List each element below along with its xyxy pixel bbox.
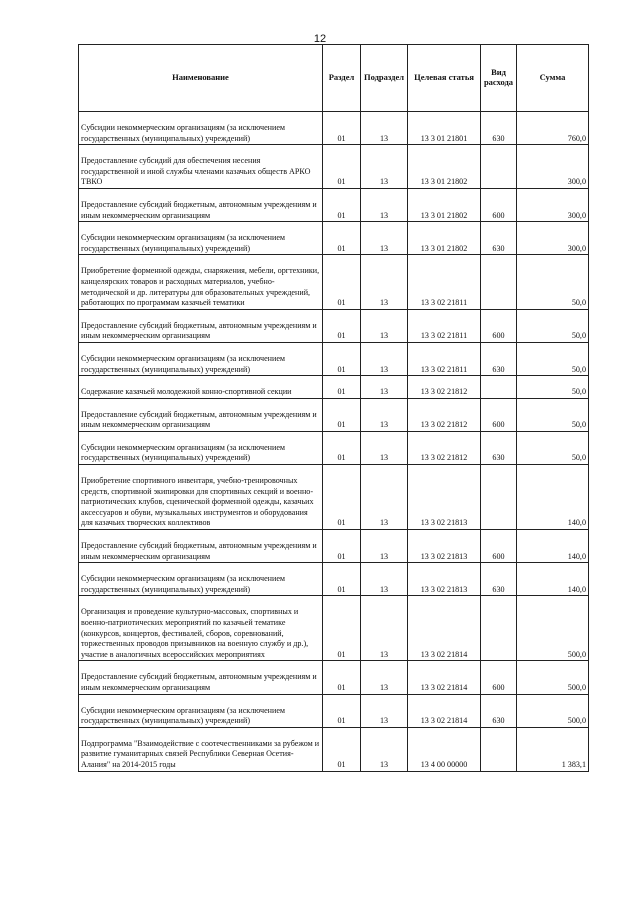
table-row [79,112,589,145]
row-expense-type-cell: 630 [481,694,517,727]
row-article-cell: 13 3 02 21812 [408,398,481,431]
row-article-cell: 13 3 02 21814 [408,661,481,694]
table-row [79,222,589,255]
table-row [79,727,589,771]
page-number: 12 [313,33,327,45]
row-name-cell: Предоставление субсидий бюджетным, автономным учреждениям и иным некоммерческим организациям [79,661,323,694]
row-subsection-cell: 13 [361,431,408,464]
table-row [79,255,589,309]
row-name-cell: Субсидии некоммерческим организациям (за исключением государственных (муниципальных) учреждений) [79,222,323,255]
header-amount: Сумма [517,45,589,112]
row-subsection-cell: 13 [361,465,408,530]
row-amount-cell: 50,0 [517,398,589,431]
row-section-cell: 01 [323,727,361,771]
row-expense-type-cell [481,145,517,189]
row-amount-cell: 50,0 [517,431,589,464]
table-row [79,431,589,464]
row-amount-cell: 1 383,1 [517,727,589,771]
row-name-cell: Субсидии некоммерческим организациям (за исключением государственных (муниципальных) учреждений) [79,563,323,596]
row-section-cell: 01 [323,222,361,255]
row-amount-cell: 50,0 [517,376,589,399]
row-subsection-cell: 13 [361,145,408,189]
row-expense-type-cell: 630 [481,112,517,145]
table-row [79,563,589,596]
row-expense-type-cell [481,255,517,309]
table-body [79,112,589,772]
header-subsection: Подраздел [361,45,408,112]
row-amount-cell: 140,0 [517,563,589,596]
row-section-cell: 01 [323,431,361,464]
row-name-cell: Предоставление субсидий бюджетным, автономным учреждениям и иным некоммерческим организациям [79,398,323,431]
row-subsection-cell: 13 [361,342,408,375]
row-expense-type-cell: 630 [481,431,517,464]
table-row [79,309,589,342]
row-article-cell: 13 3 02 21812 [408,376,481,399]
row-amount-cell: 300,0 [517,188,589,221]
row-section-cell: 01 [323,255,361,309]
table-header-row [79,45,589,112]
row-expense-type-cell: 600 [481,398,517,431]
row-subsection-cell: 13 [361,188,408,221]
header-target-article: Целевая статья [408,45,481,112]
row-subsection-cell: 13 [361,222,408,255]
row-name-cell: Подпрограмма "Взаимодействие с соотечественниками за рубежом и развитие гуманитарных связей Республики Северная Осетия-Алания" на 2014-2015 годы [79,727,323,771]
row-amount-cell: 50,0 [517,255,589,309]
row-article-cell: 13 3 02 21811 [408,255,481,309]
row-article-cell: 13 4 00 00000 [408,727,481,771]
row-expense-type-cell [481,376,517,399]
row-name-cell: Предоставление субсидий бюджетным, автономным учреждениям и иным некоммерческим организациям [79,188,323,221]
row-article-cell: 13 3 02 21812 [408,431,481,464]
table-row [79,661,589,694]
row-section-cell: 01 [323,376,361,399]
row-amount-cell: 500,0 [517,694,589,727]
row-name-cell: Субсидии некоммерческим организациям (за исключением государственных (муниципальных) учреждений) [79,431,323,464]
row-name-cell: Предоставление субсидий бюджетным, автономным учреждениям и иным некоммерческим организациям [79,530,323,563]
row-article-cell: 13 3 02 21814 [408,694,481,727]
row-amount-cell: 300,0 [517,222,589,255]
row-amount-cell: 140,0 [517,465,589,530]
row-subsection-cell: 13 [361,255,408,309]
row-expense-type-cell: 600 [481,661,517,694]
row-section-cell: 01 [323,398,361,431]
table-row [79,188,589,221]
table-row [79,376,589,399]
row-subsection-cell: 13 [361,563,408,596]
table-row [79,465,589,530]
table-row [79,342,589,375]
row-expense-type-cell: 630 [481,342,517,375]
row-amount-cell: 50,0 [517,342,589,375]
table-row [79,530,589,563]
row-subsection-cell: 13 [361,376,408,399]
row-expense-type-cell: 600 [481,530,517,563]
row-section-cell: 01 [323,694,361,727]
row-article-cell: 13 3 02 21813 [408,563,481,596]
row-expense-type-cell [481,465,517,530]
table-row [79,694,589,727]
row-amount-cell: 140,0 [517,530,589,563]
row-section-cell: 01 [323,342,361,375]
row-section-cell: 01 [323,465,361,530]
row-article-cell: 13 3 01 21802 [408,222,481,255]
row-section-cell: 01 [323,661,361,694]
row-expense-type-cell [481,596,517,661]
row-name-cell: Предоставление субсидий для обеспечения несения государственной и иной службы членами казачьих обществ АРКО ТВКО [79,145,323,189]
row-name-cell: Субсидии некоммерческим организациям (за исключением государственных (муниципальных) учреждений) [79,112,323,145]
row-subsection-cell: 13 [361,398,408,431]
row-article-cell: 13 3 02 21811 [408,309,481,342]
row-article-cell: 13 3 02 21811 [408,342,481,375]
row-amount-cell: 500,0 [517,596,589,661]
row-amount-cell: 50,0 [517,309,589,342]
row-subsection-cell: 13 [361,661,408,694]
row-name-cell: Содержание казачьей молодежной конно-спортивной секции [79,376,323,399]
row-expense-type-cell: 600 [481,188,517,221]
row-subsection-cell: 13 [361,112,408,145]
row-name-cell: Субсидии некоммерческим организациям (за исключением государственных (муниципальных) учреждений) [79,694,323,727]
row-expense-type-cell: 600 [481,309,517,342]
row-subsection-cell: 13 [361,727,408,771]
header-section: Раздел [323,45,361,112]
row-section-cell: 01 [323,596,361,661]
row-amount-cell: 760,0 [517,112,589,145]
row-article-cell: 13 3 02 21814 [408,596,481,661]
row-name-cell: Предоставление субсидий бюджетным, автономным учреждениям и иным некоммерческим организациям [79,309,323,342]
row-section-cell: 01 [323,309,361,342]
table-row [79,145,589,189]
row-section-cell: 01 [323,563,361,596]
row-subsection-cell: 13 [361,596,408,661]
row-amount-cell: 300,0 [517,145,589,189]
row-section-cell: 01 [323,188,361,221]
row-article-cell: 13 3 01 21802 [408,188,481,221]
row-section-cell: 01 [323,145,361,189]
row-subsection-cell: 13 [361,530,408,563]
row-name-cell: Субсидии некоммерческим организациям (за исключением государственных (муниципальных) учреждений) [79,342,323,375]
row-expense-type-cell [481,727,517,771]
row-article-cell: 13 3 02 21813 [408,465,481,530]
row-expense-type-cell: 630 [481,563,517,596]
row-section-cell: 01 [323,530,361,563]
row-article-cell: 13 3 01 21801 [408,112,481,145]
row-article-cell: 13 3 02 21813 [408,530,481,563]
row-expense-type-cell: 630 [481,222,517,255]
row-amount-cell: 500,0 [517,661,589,694]
row-article-cell: 13 3 01 21802 [408,145,481,189]
row-subsection-cell: 13 [361,309,408,342]
row-name-cell: Организация и проведение культурно-массовых, спортивных и военно-патриотических мероприятий по казачьей тематике (конкурсов, концертов, фестивалей, сборов, соревнований, торжественных проводов призывников на военную службу и др.), участие в аналогичных всероссийских мероприятиях [79,596,323,661]
header-name: Наименование [79,45,323,112]
table-row [79,596,589,661]
table-row [79,398,589,431]
header-expense-type: Вид расхода [481,45,517,112]
budget-table [78,44,589,772]
row-name-cell: Приобретение спортивного инвентаря, учебно-тренировочных средств, спортивной экипировки для спортивных секций и военно-патриотических клубов, сценической форменной одежды, казачьих аксессуаров и обуви, музыкальных инструментов и оборудования для казачьих творческих коллективов [79,465,323,530]
row-subsection-cell: 13 [361,694,408,727]
row-section-cell: 01 [323,112,361,145]
row-name-cell: Приобретение форменной одежды, снаряжения, мебели, оргтехники, канцелярских товаров и расходных материалов, учебно-методической и др. литературы для образовательных учреждений, работающих по программам казачьей тематики [79,255,323,309]
